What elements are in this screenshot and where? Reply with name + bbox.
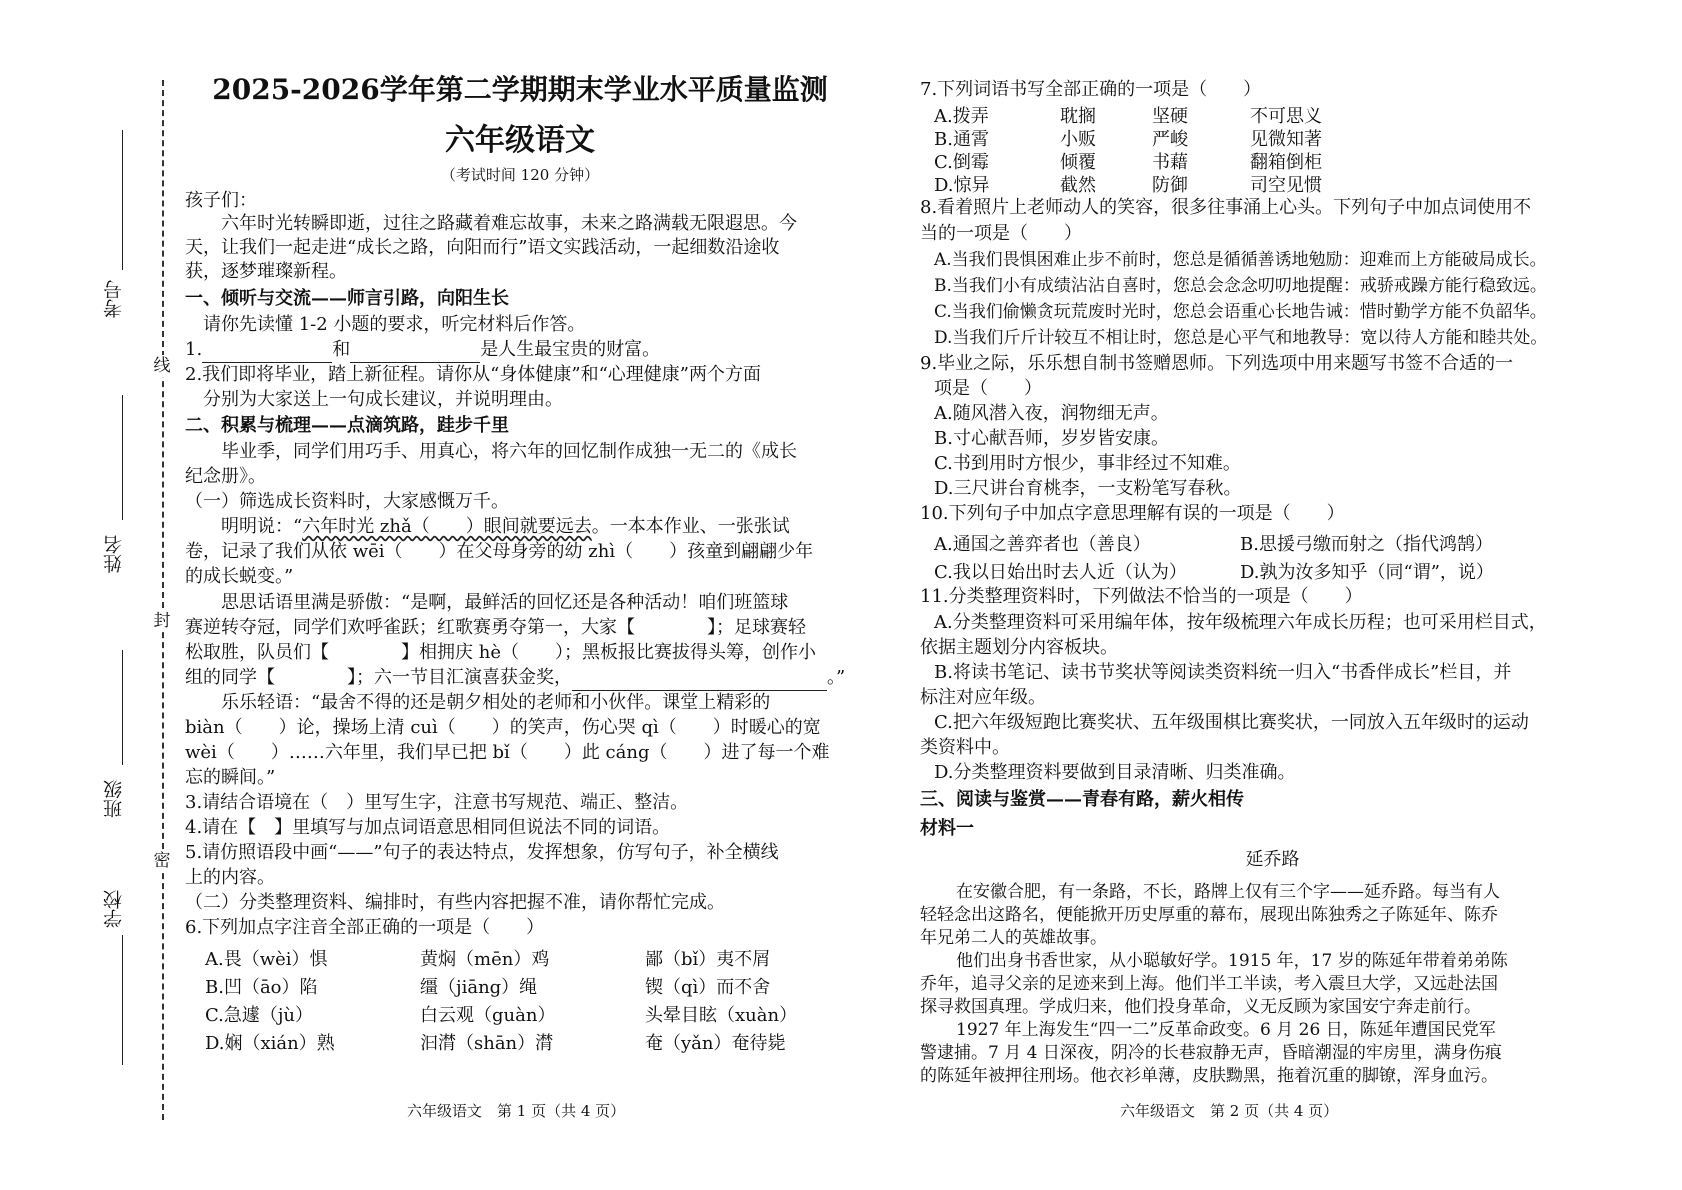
q6-option-c-3: 头晕目眩（xuàn） xyxy=(645,1005,798,1026)
question-1 xyxy=(185,338,855,363)
article-line-9: 的陈延年被押往刑场。他衣衫单薄，皮肤黝黑，拖着沉重的脚镣，浑身血污。 xyxy=(920,1066,1498,1086)
school-field[interactable] xyxy=(100,880,130,1080)
exam-subject: 六年级语文 xyxy=(445,123,595,158)
q10-option-d[interactable]: D.孰为汝多知乎（同“谓”，说） xyxy=(1240,562,1494,583)
q7-option-b-1[interactable]: B.通霄 xyxy=(934,129,989,150)
lele-line-3: wèi（ ）……六年里，我们早已把 bǐ（ ）此 cáng（ ）进了每一个难 xyxy=(185,742,830,763)
lele-line-4: 忘的瞬间。” xyxy=(185,767,276,788)
seal-char-feng: 封 xyxy=(153,611,171,631)
q11-option-d[interactable]: D.分类整理资料要做到目录清晰、归类准确。 xyxy=(934,762,1296,783)
q8-option-a[interactable]: A.当我们畏惧困难止步不前时，您总是循循善诱地勉励：迎难而上方能破局成长。 xyxy=(934,250,1547,270)
article-line-4: 他们出身书香世家，从小聪敏好学。1915 年，17 岁的陈延年带着弟弟陈 xyxy=(956,951,1508,971)
article-line-1: 在安徽合肥，有一条路，不长，路牌上仅有三个字——延乔路。每当有人 xyxy=(956,882,1500,902)
q7-option-b-4: 见微知著 xyxy=(1250,129,1322,150)
q9-option-c[interactable]: C.书到用时方恨少，事非经过不知难。 xyxy=(934,453,1241,474)
question-9-line-1: 9.毕业之际，乐乐想自制书签赠恩师。下列选项中用来题写书签不合适的一 xyxy=(920,353,1514,374)
section-2-heading: 二、积累与梳理——点滴筑路，跬步千里 xyxy=(185,415,509,436)
q11-option-b-line-1[interactable]: B.将读书笔记、读书节奖状等阅读类资料统一归入“书香伴成长”栏目，并 xyxy=(934,662,1512,683)
q7-option-d-2: 截然 xyxy=(1060,175,1096,196)
sisi-line-2: 赛逆转夺冠，同学们欢呼雀跃；红歌赛勇夺第一，大家【 】；足球赛轻 xyxy=(185,617,806,638)
mingming-line-1 xyxy=(185,515,855,539)
q8-option-c[interactable]: C.当我们偷懒贪玩荒废时光时，您总会语重心长地告诫：惜时勤学方能不负韶华。 xyxy=(934,302,1547,322)
q7-option-a-3: 坚硬 xyxy=(1152,106,1188,127)
exam-time-note: （考试时间 120 分钟） xyxy=(440,166,600,184)
question-5-line-1: 5.请仿照语段中画“——”句子的表达特点，发挥想象，仿写句子，补全横线 xyxy=(185,842,779,863)
sisi-line-3: 松取胜，队员们【 】相拥庆 hè（ ）；黑板报比赛拔得头筹，创作小 xyxy=(185,642,816,663)
question-8-line-2: 当的一项是（ ） xyxy=(920,223,1082,244)
q6-option-a-1[interactable]: A.畏（wèi）惧 xyxy=(205,949,328,970)
q6-option-d-1[interactable]: D.娴（xián）熟 xyxy=(205,1033,335,1054)
q6-option-d-3: 奄（yǎn）奄待毙 xyxy=(645,1033,786,1054)
question-8-line-1: 8.看着照片上老师动人的笑容，很多往事涌上心头。下列句子中加点词使用不 xyxy=(920,197,1532,218)
q7-option-c-4: 翻箱倒柜 xyxy=(1250,152,1322,173)
q7-option-c-2: 倾覆 xyxy=(1060,152,1096,173)
article-line-8: 警逮捕。7 月 4 日深夜，阴冷的长巷寂静无声，昏暗潮湿的牢房里，满身伤痕 xyxy=(920,1043,1502,1063)
q8-option-b[interactable]: B.当我们小有成绩沾沾自喜时，您总会念念叨叨地提醒：戒骄戒躁方能行稳致远。 xyxy=(934,276,1547,296)
question-5-line-2: 上的内容。 xyxy=(185,867,275,888)
school-label: 学校 xyxy=(103,890,125,928)
q9-option-a[interactable]: A.随风潜入夜，润物细无声。 xyxy=(934,403,1169,424)
q11-option-c-line-2: 类资料中。 xyxy=(920,737,1010,758)
q6-option-a-2: 黄焖（mēn）鸡 xyxy=(420,949,550,970)
question-1-number: 1. xyxy=(185,339,203,360)
seal-char-mi: 密 xyxy=(153,851,171,871)
question-2-line-2: 分别为大家送上一句成长建议，并说明理由。 xyxy=(203,389,563,410)
binding-margin xyxy=(0,0,170,1190)
intro-line-2: 天，让我们一起走进“成长之路，向阳而行”语文实践活动，一起细数沿途收 xyxy=(185,237,780,258)
article-line-6: 探寻救国真理。学成归来，他们投身革命，义无反顾为家国安宁奔走前行。 xyxy=(920,997,1481,1017)
class-field[interactable] xyxy=(100,650,130,840)
q6-option-a-3: 鄙（bǐ）夷不屑 xyxy=(645,949,771,970)
question-9-line-2: 项是（ ） xyxy=(934,378,1042,399)
question-6: 6.下列加点字注音全部正确的一项是（ ） xyxy=(185,917,545,938)
greeting: 孩子们： xyxy=(185,190,257,211)
lele-line-2: biàn（ ）论，操场上清 cuì（ ）的笑声，伤心哭 qì（ ）时暖心的宽 xyxy=(185,717,821,738)
intro-line-3: 获，逐梦璀璨新程。 xyxy=(185,261,347,282)
q9-option-b[interactable]: B.寸心献吾师，岁岁皆安康。 xyxy=(934,428,1169,449)
q7-option-d-3: 防御 xyxy=(1152,175,1188,196)
name-line[interactable] xyxy=(122,395,123,520)
article-line-5: 乔年，追寻父亲的足迹来到上海。他们半工半读，考入震旦大学，又远赴法国 xyxy=(920,974,1498,994)
exam-number-label: 考号 xyxy=(103,280,125,318)
section-3-heading: 三、阅读与鉴赏——青春有路，薪火相传 xyxy=(920,789,1244,810)
q6-option-b-2: 缰（jiāng）绳 xyxy=(420,977,538,998)
q7-option-d-4: 司空见惯 xyxy=(1250,175,1322,196)
q10-option-c[interactable]: C.我以日始出时去人近（认为） xyxy=(934,562,1187,583)
q11-option-c-line-1[interactable]: C.把六年级短跑比赛奖状、五年级围棋比赛奖状，一同放入五年级时的运动 xyxy=(934,712,1529,733)
page-2-footer: 六年级语文 第 2 页（共 4 页） xyxy=(1120,1102,1339,1120)
q6-option-c-1[interactable]: C.急遽（jù） xyxy=(205,1005,314,1026)
mingming-suffix: 。一本本作业、一张张试 xyxy=(591,516,790,537)
exam-number-line[interactable] xyxy=(122,130,123,270)
page-1-footer: 六年级语文 第 1 页（共 4 页） xyxy=(407,1102,626,1120)
sisi-line-4-text: 组的同学【 】；六一节目汇演喜获金奖， xyxy=(185,667,572,688)
section-1-heading: 一、倾听与交流——师言引路，向阳生长 xyxy=(185,288,509,309)
mingming-prefix: 明明说：“ xyxy=(221,516,303,537)
sisi-line-4-end: 。” xyxy=(827,667,846,688)
lele-line-1: 乐乐轻语：“最舍不得的还是朝夕相处的老师和小伙伴。课堂上精彩的 xyxy=(221,692,771,713)
question-1-tail: 是人生最宝贵的财富。 xyxy=(480,339,661,360)
q7-option-c-1[interactable]: C.倒霉 xyxy=(934,152,989,173)
article-line-2: 轻轻念出这路名，便能掀开历史厚重的幕布，展现出陈独秀之子陈延年、陈乔 xyxy=(920,905,1498,925)
question-10: 10.下列句子中加点字意思理解有误的一项是（ ） xyxy=(920,503,1345,524)
question-7: 7.下列词语书写全部正确的一项是（ ） xyxy=(920,79,1262,100)
name-field[interactable] xyxy=(100,395,130,595)
class-line[interactable] xyxy=(122,650,123,765)
imitation-blank[interactable] xyxy=(572,666,827,691)
seal-char-xian: 线 xyxy=(153,356,171,376)
seal-dashed-line xyxy=(162,80,164,1120)
mingming-line-3: 的成长蜕变。” xyxy=(185,566,294,587)
q11-option-b-line-2: 标注对应年级。 xyxy=(920,687,1046,708)
question-1-blank-1[interactable] xyxy=(202,338,332,363)
q7-option-a-2: 耽搁 xyxy=(1060,106,1096,127)
q11-option-a-line-2: 依据主题划分内容板块。 xyxy=(920,637,1118,658)
subsection-2-heading: （二）分类整理资料、编排时，有些内容把握不准，请你帮忙完成。 xyxy=(185,892,725,913)
question-11: 11.分类整理资料时，下列做法不恰当的一项是（ ） xyxy=(920,586,1363,607)
subsection-1-heading: （一）筛选成长资料时，大家感慨万千。 xyxy=(185,491,509,512)
article-title: 延乔路 xyxy=(1245,849,1300,870)
q9-option-d[interactable]: D.三尺讲台育桃李，一支粉笔写春秋。 xyxy=(934,478,1242,499)
q11-option-a-line-1[interactable]: A.分类整理资料可采用编年体，按年级梳理六年成长历程；也可采用栏目式， xyxy=(934,612,1547,633)
sisi-line-1: 思思话语里满是骄傲：“是啊，最鲜活的回忆还是各种活动！咱们班篮球 xyxy=(221,592,789,613)
q6-option-d-2: 汩潸（shān）潸 xyxy=(420,1033,554,1054)
q7-option-d-1[interactable]: D.惊异 xyxy=(934,175,990,196)
mingming-underlined-sentence: 六年时光 zhǎ（ ）眼间就要远去 xyxy=(302,516,592,537)
material-1-label: 材料一 xyxy=(920,818,974,839)
exam-number-field[interactable] xyxy=(100,130,130,340)
section-1-note: 请你先读懂 1-2 小题的要求，听完材料后作答。 xyxy=(203,314,586,335)
article-line-7: 1927 年上海发生“四一二”反革命政变。6 月 26 日，陈延年遭国民党军 xyxy=(956,1020,1496,1040)
q10-option-a[interactable]: A.通国之善弈者也（善良） xyxy=(934,534,1151,555)
exam-title: 2025-2026学年第二学期期末学业水平质量监测 xyxy=(212,73,828,106)
article-line-3: 年兄弟二人的英雄故事。 xyxy=(920,928,1107,948)
intro-line-1: 六年时光转瞬即逝，过往之路藏着难忘故事，未来之路满载无限遐思。今 xyxy=(221,213,797,234)
q6-option-b-1[interactable]: B.凹（āo）陷 xyxy=(205,977,318,998)
question-1-and: 和 xyxy=(332,339,351,360)
name-label: 姓名 xyxy=(103,535,125,573)
class-label: 班级 xyxy=(103,780,125,818)
q6-option-b-3: 锲（qì）而不舍 xyxy=(645,977,771,998)
question-4: 4.请在【 】里填写与加点词语意思相同但说法不同的词语。 xyxy=(185,817,671,838)
q7-option-a-1[interactable]: A.拨弄 xyxy=(934,106,989,127)
q6-option-c-2: 白云观（guàn） xyxy=(420,1005,556,1026)
q8-option-d[interactable]: D.当我们斤斤计较互不相让时，您总是心平气和地教导：宽以待人方能和睦共处。 xyxy=(934,328,1548,348)
section-2-para-1: 毕业季，同学们用巧手、用真心，将六年的回忆制作成独一无二的《成长 xyxy=(221,441,797,462)
q7-option-b-3: 严峻 xyxy=(1152,129,1188,150)
question-1-blank-2[interactable] xyxy=(350,338,480,363)
q10-option-b[interactable]: B.思援弓缴而射之（指代鸿鹄） xyxy=(1240,534,1493,555)
q7-option-a-4: 不可思义 xyxy=(1250,106,1322,127)
section-2-para-2: 纪念册》。 xyxy=(185,466,266,487)
school-line[interactable] xyxy=(122,935,123,1065)
sisi-line-4 xyxy=(185,666,855,691)
question-2-line-1: 2.我们即将毕业，踏上新征程。请你从“身体健康”和“心理健康”两个方面 xyxy=(185,364,761,385)
question-3: 3.请结合语境在（ ）里写生字，注意书写规范、端正、整洁。 xyxy=(185,792,689,813)
mingming-line-2: 卷，记录了我们从依 wēi（ ）在父母身旁的幼 zhì（ ）孩童到翩翩少年 xyxy=(185,541,814,562)
q7-option-c-3: 书藉 xyxy=(1152,152,1188,173)
q7-option-b-2: 小贩 xyxy=(1060,129,1096,150)
